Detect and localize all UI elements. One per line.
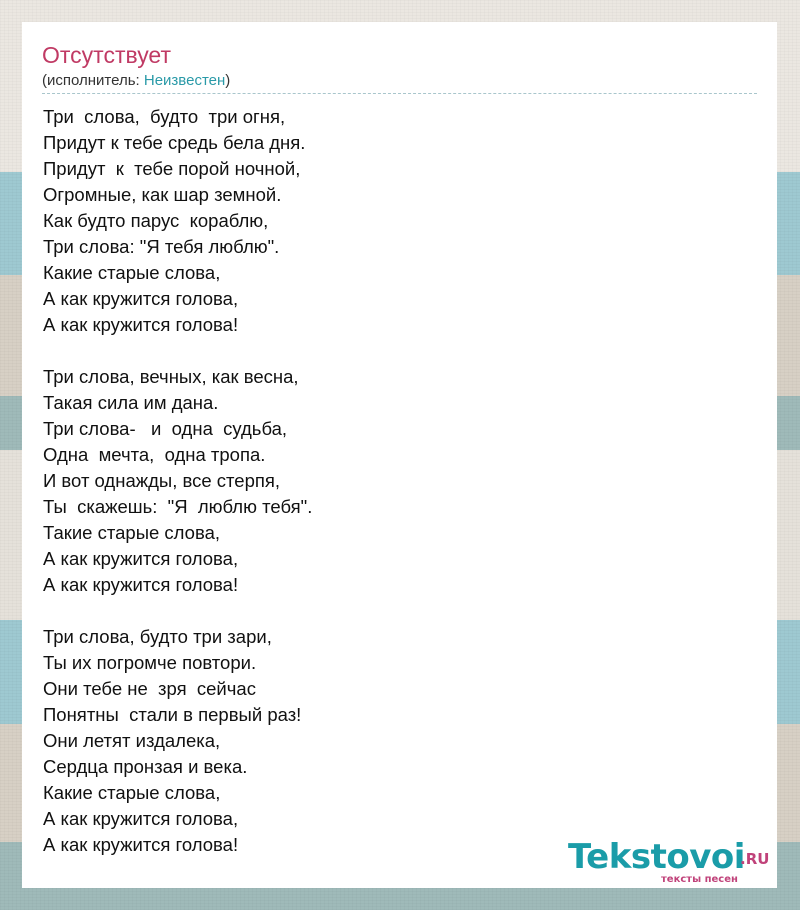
lyric-line: А как кружится голова! <box>43 314 239 335</box>
lyric-line: Они тебе не зря сейчас <box>43 678 256 699</box>
lyric-line: А как кружится голова, <box>43 548 239 569</box>
lyric-line: И вот однажды, все стерпя, <box>43 470 281 491</box>
lyric-line: Они летят издалека, <box>43 730 221 751</box>
artist-link[interactable]: Неизвестен <box>143 72 226 89</box>
lyric-line: Одна мечта, одна тропа. <box>43 444 266 465</box>
logo-domain: .RU <box>740 850 770 868</box>
lyric-line: Три слова- и одна судьба, <box>43 418 288 439</box>
lyric-line: Три слова: "Я тебя люблю". <box>43 236 280 257</box>
lyric-line: А как кружится голова, <box>43 288 239 309</box>
lyric-line: Сердца пронзая и века. <box>43 756 248 777</box>
lyric-line: Такая сила им дана. <box>43 392 219 413</box>
artist-suffix: ) <box>225 72 231 89</box>
lyrics-card <box>22 22 777 888</box>
lyric-line: Три слова, будто три зари, <box>43 626 272 647</box>
artist-prefix: (исполнитель: <box>42 72 144 89</box>
lyric-line: Ты их погромче повтори. <box>43 652 257 673</box>
stanza-gap <box>43 338 312 364</box>
lyric-line: Как будто парус кораблю, <box>43 210 269 231</box>
lyric-line: А как кружится голова, <box>43 808 239 829</box>
stanza-gap <box>43 598 312 624</box>
song-title: Отсутствует <box>42 42 171 68</box>
lyric-line: Придут к тебе средь бела дня. <box>43 132 306 153</box>
lyric-line: Три слова, будто три огня, <box>43 106 286 127</box>
lyric-line: Какие старые слова, <box>43 262 221 283</box>
lyric-line: Три слова, вечных, как весна, <box>43 366 299 387</box>
lyric-line: А как кружится голова! <box>43 834 239 855</box>
artist-line <box>42 73 230 90</box>
logo-wordmark: Tekstovoi <box>568 837 745 877</box>
site-logo[interactable] <box>568 837 778 890</box>
dashed-divider <box>42 93 757 94</box>
lyric-line: Понятны стали в первый раз! <box>43 704 302 725</box>
lyrics-text <box>43 104 312 858</box>
lyric-line: А как кружится голова! <box>43 574 239 595</box>
lyric-line: Ты скажешь: "Я люблю тебя". <box>43 496 313 517</box>
lyric-line: Какие старые слова, <box>43 782 221 803</box>
logo-tagline: тексты песен <box>661 874 738 885</box>
lyric-line: Такие старые слова, <box>43 522 221 543</box>
lyric-line: Огромные, как шар земной. <box>43 184 282 205</box>
lyric-line: Придут к тебе порой ночной, <box>43 158 301 179</box>
